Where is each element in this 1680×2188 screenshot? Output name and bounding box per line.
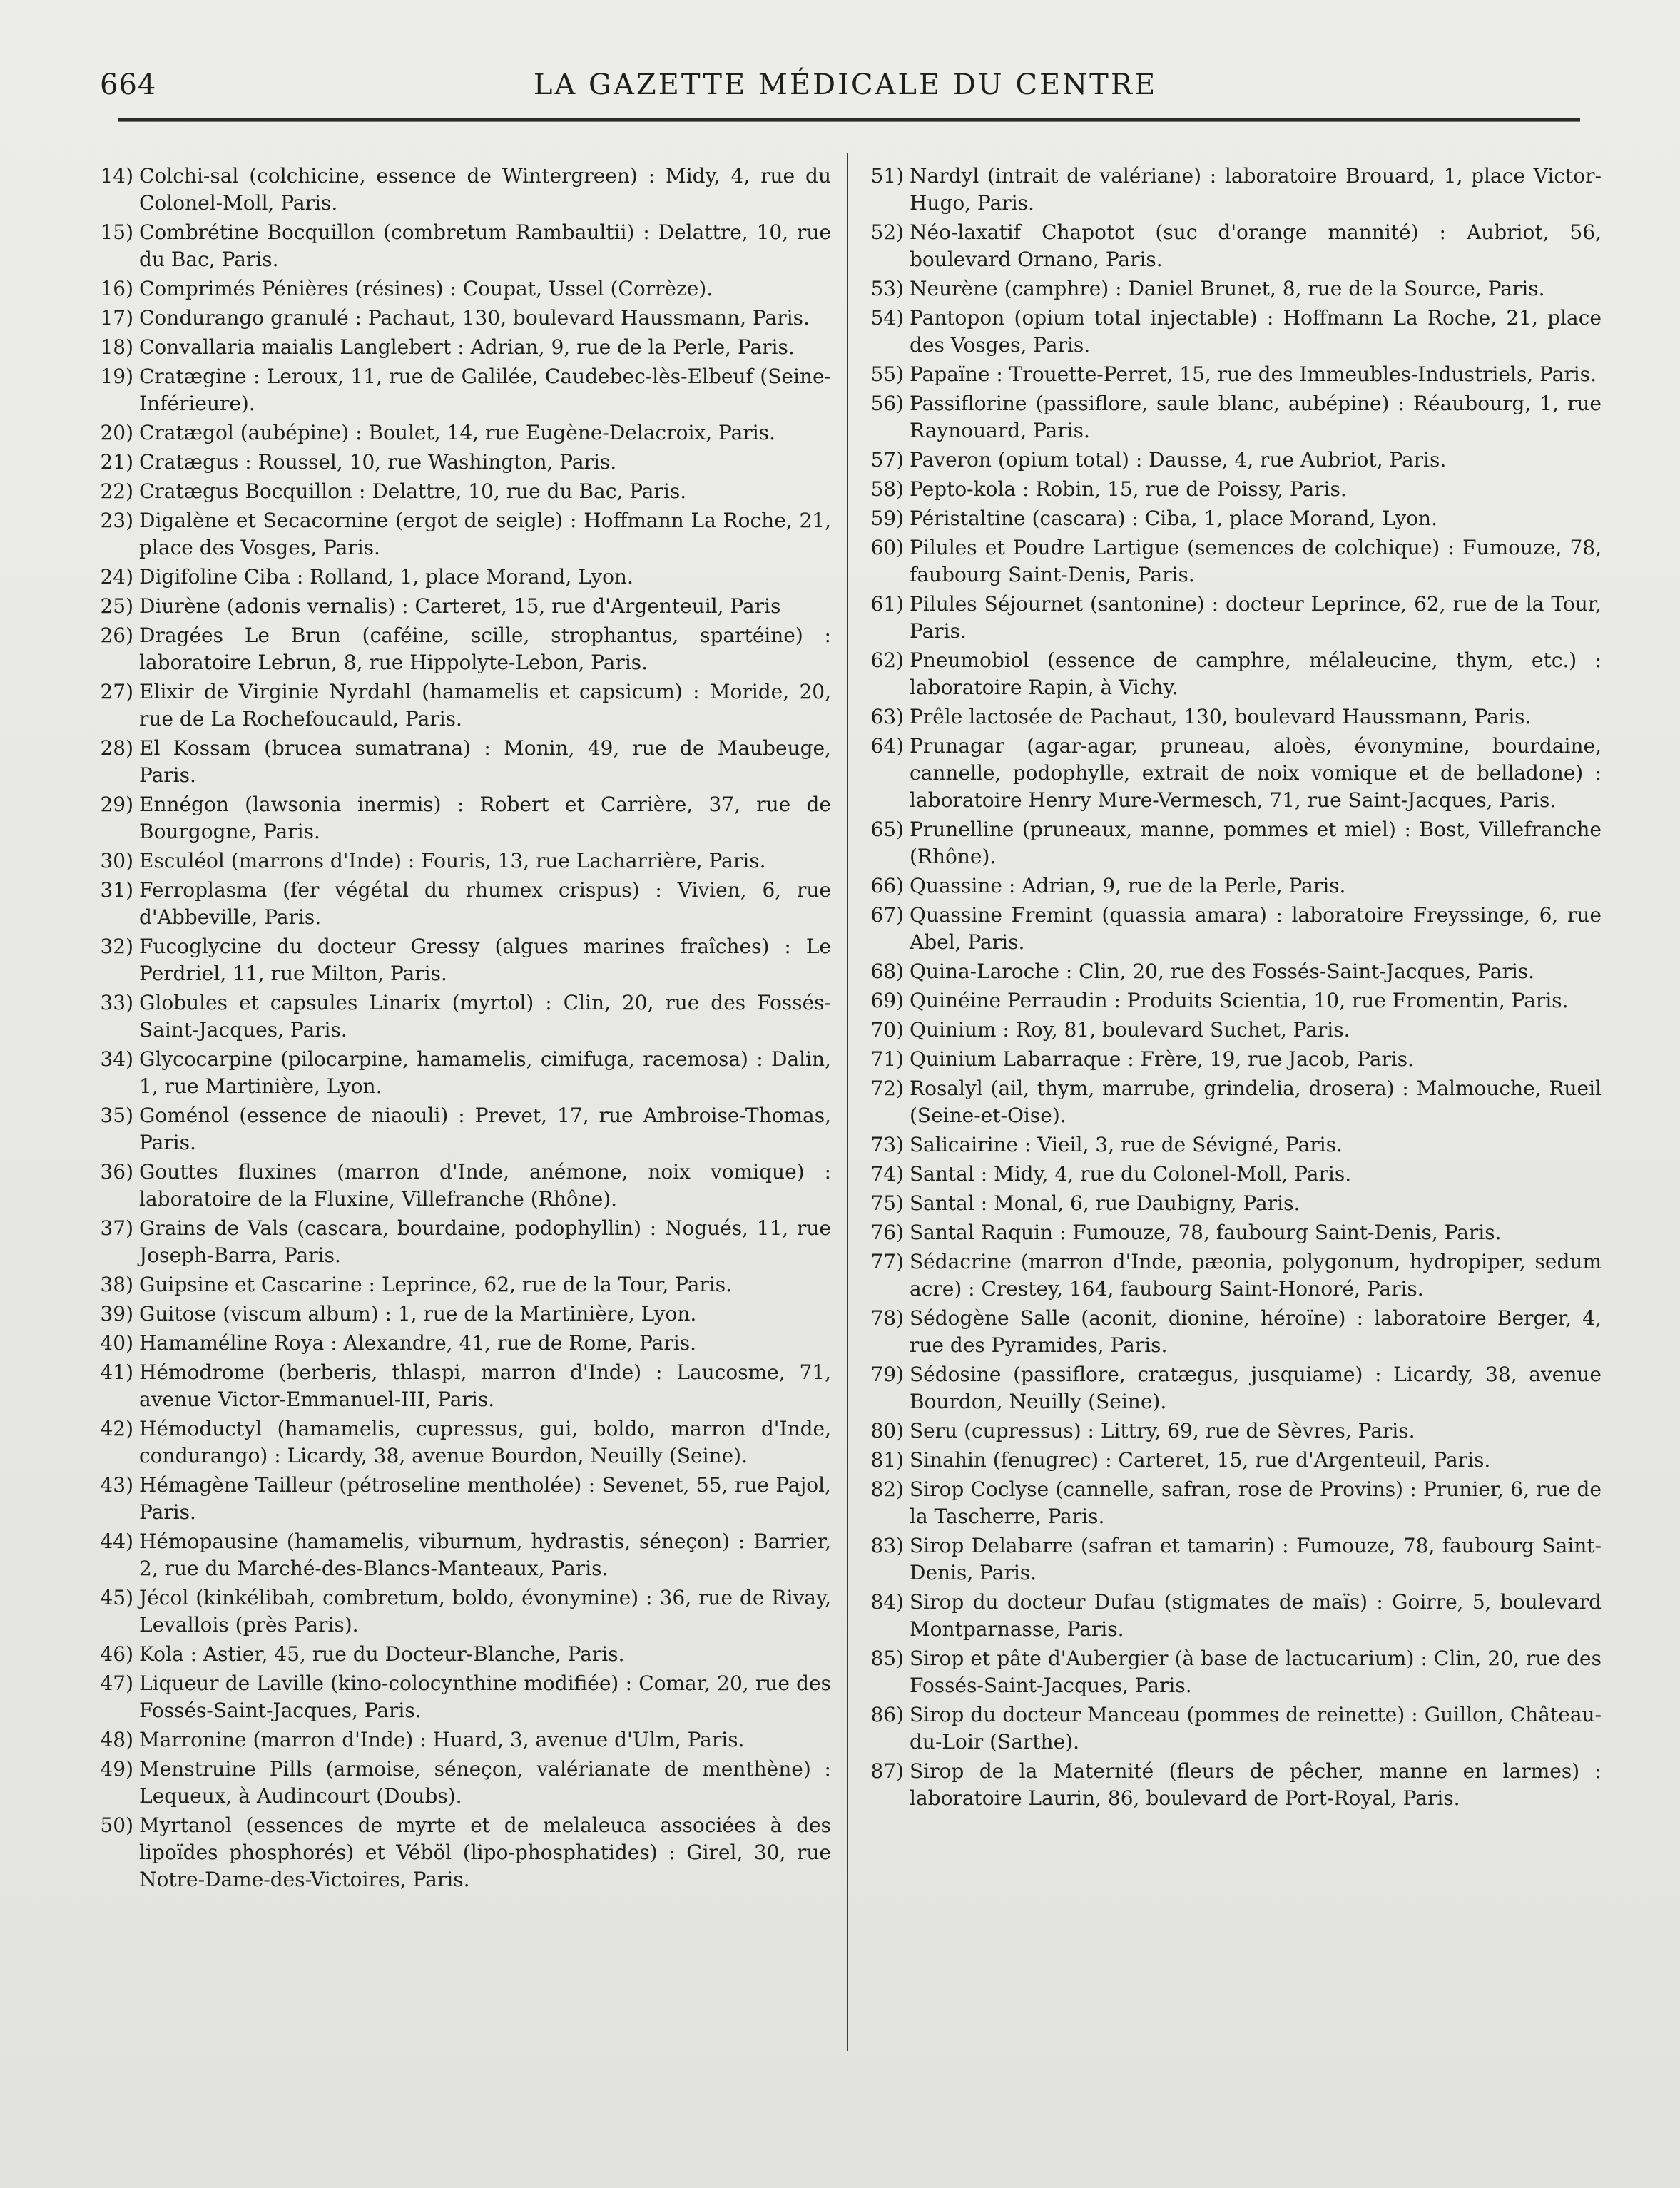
item-number: 82)	[870, 1477, 904, 1501]
item-text: Goménol (essence de niaouli) : Prevet, 17, rue Ambroise-Thomas, Paris.	[139, 1104, 831, 1154]
list-item	[867, 1305, 1602, 1359]
item-number: 21)	[100, 450, 133, 474]
item-text: Marronine (marron d'Inde) : Huard, 3, avenue d'Ulm, Paris.	[139, 1728, 745, 1751]
item-text: Seru (cupressus) : Littry, 69, rue de Sèvres, Paris.	[910, 1419, 1415, 1442]
list-item	[96, 1641, 831, 1668]
list-item	[867, 390, 1602, 444]
list-item	[96, 1046, 831, 1100]
item-text: Guipsine et Cascarine : Leprince, 62, rue de la Tour, Paris.	[139, 1273, 733, 1296]
item-text: Sirop Coclyse (cannelle, safran, rose de Provins) : Prunier, 6, rue de la Tascherre, Paris.	[910, 1477, 1602, 1528]
item-text: Jécol (kinkélibah, combretum, boldo, évonymine) : 36, rue de Rivay, Levallois (près Paris).	[139, 1586, 831, 1637]
item-number: 61)	[870, 592, 904, 616]
item-text: Comprimés Pénières (résines) : Coupat, Ussel (Corrèze).	[139, 277, 713, 300]
item-text: Sinahin (fenugrec) : Carteret, 15, rue d'Argenteuil, Paris.	[910, 1448, 1491, 1472]
list-item	[867, 1248, 1602, 1303]
item-number: 40)	[100, 1331, 133, 1355]
item-text: Myrtanol (essences de myrte et de melaleuca associées à des lipoïdes phosphorés) et Véböl (lipo-phosphatides) : Girel, 30, rue Notre-Dame-des-Victoires, Paris.	[139, 1813, 831, 1891]
item-number: 72)	[870, 1077, 904, 1100]
item-number: 29)	[100, 793, 133, 816]
item-text: Papaïne : Trouette-Perret, 15, rue des Immeubles-Industriels, Paris.	[910, 362, 1597, 386]
item-number: 66)	[870, 874, 904, 897]
item-text: Sirop du docteur Dufau (stigmates de maïs) : Goirre, 5, boulevard Montparnasse, Paris.	[910, 1590, 1602, 1641]
item-number: 78)	[870, 1306, 904, 1330]
item-number: 48)	[100, 1728, 133, 1751]
item-number: 36)	[100, 1160, 133, 1184]
item-text: Passiflorine (passiflore, saule blanc, aubépine) : Réaubourg, 1, rue Raynouard, Paris.	[910, 392, 1602, 442]
item-number: 75)	[870, 1191, 904, 1215]
item-number: 54)	[870, 306, 904, 330]
item-number: 56)	[870, 392, 904, 415]
list-item	[96, 791, 831, 845]
list-item	[867, 447, 1602, 474]
item-text: Pantopon (opium total injectable) : Hoffmann La Roche, 21, place des Vosges, Paris.	[910, 306, 1602, 357]
item-number: 55)	[870, 362, 904, 386]
list-item	[96, 275, 831, 302]
item-text: Quassine : Adrian, 9, rue de la Perle, Paris.	[910, 874, 1346, 897]
list-item	[96, 1330, 831, 1357]
item-text: Péristaltine (cascara) : Ciba, 1, place Morand, Lyon.	[910, 507, 1437, 530]
item-text: Guitose (viscum album) : 1, rue de la Martinière, Lyon.	[139, 1302, 697, 1325]
item-text: Condurango granulé : Pachaut, 130, boulevard Haussmann, Paris.	[139, 306, 810, 330]
item-text: Cratægol (aubépine) : Boulet, 14, rue Eugène-Delacroix, Paris.	[139, 421, 775, 444]
item-text: Néo-laxatif Chapotot (suc d'orange mannité) : Aubriot, 56, boulevard Ornano, Paris.	[910, 220, 1602, 271]
item-number: 15)	[100, 220, 133, 244]
item-number: 17)	[100, 306, 133, 330]
list-item	[867, 987, 1602, 1014]
item-number: 69)	[870, 989, 904, 1012]
item-text: Salicairine : Vieil, 3, rue de Sévigné, Paris.	[910, 1133, 1343, 1156]
list-item	[96, 1215, 831, 1269]
list-item	[867, 275, 1602, 302]
item-number: 28)	[100, 736, 133, 760]
item-number: 31)	[100, 878, 133, 902]
list-item	[96, 735, 831, 789]
item-text: Diurène (adonis vernalis) : Carteret, 15, rue d'Argenteuil, Paris	[139, 594, 781, 618]
list-item	[96, 1359, 831, 1413]
item-number: 24)	[100, 565, 133, 589]
item-number: 43)	[100, 1473, 133, 1497]
item-text: Digalène et Secacornine (ergot de seigle) : Hoffmann La Roche, 21, place des Vosges, Paris.	[139, 509, 831, 559]
item-text: Quassine Fremint (quassia amara) : laboratoire Freyssinge, 6, rue Abel, Paris.	[910, 903, 1602, 954]
item-text: Quinéine Perraudin : Produits Scientia, 10, rue Fromentin, Paris.	[910, 989, 1569, 1012]
list-item	[96, 877, 831, 931]
item-text: Pilules et Poudre Lartigue (semences de colchique) : Fumouze, 78, faubourg Saint-Denis, Paris.	[910, 536, 1602, 586]
list-item	[867, 163, 1602, 217]
list-item	[96, 564, 831, 591]
item-number: 65)	[870, 818, 904, 841]
list-item	[96, 1271, 831, 1298]
item-text: Ferroplasma (fer végétal du rhumex crispus) : Vivien, 6, rue d'Abbeville, Paris.	[139, 878, 831, 929]
list-item	[867, 1161, 1602, 1188]
list-item	[867, 219, 1602, 273]
list-item	[867, 1190, 1602, 1217]
item-text: Colchi-sal (colchicine, essence de Wintergreen) : Midy, 4, rue du Colonel-Moll, Paris.	[139, 164, 831, 215]
item-number: 68)	[870, 960, 904, 983]
list-item	[96, 1812, 831, 1893]
item-number: 62)	[870, 648, 904, 672]
list-item	[96, 163, 831, 217]
item-number: 74)	[870, 1162, 904, 1186]
list-item	[96, 363, 831, 417]
item-number: 45)	[100, 1586, 133, 1609]
left-column	[96, 163, 831, 1896]
item-number: 41)	[100, 1360, 133, 1384]
item-text: Liqueur de Laville (kino-colocynthine modifiée) : Comar, 20, rue des Fossés-Saint-Jacques, Paris.	[139, 1671, 831, 1722]
item-text: Sirop de la Maternité (fleurs de pêcher, manne en larmes) : laboratoire Laurin, 86, boulevard de Port-Royal, Paris.	[910, 1759, 1602, 1810]
item-number: 71)	[870, 1047, 904, 1071]
item-text: Pneumobiol (essence de camphre, mélaleucine, thym, etc.) : laboratoire Rapin, à Vichy.	[910, 648, 1602, 699]
item-number: 38)	[100, 1273, 133, 1296]
header-rule	[118, 118, 1580, 122]
item-text: Esculéol (marrons d'Inde) : Fouris, 13, rue Lacharrière, Paris.	[139, 849, 766, 872]
item-number: 57)	[870, 448, 904, 472]
list-item	[867, 534, 1602, 589]
item-number: 67)	[870, 903, 904, 927]
item-text: Sédogène Salle (aconit, dionine, héroïne) : laboratoire Berger, 4, rue des Pyramides, Paris.	[910, 1306, 1602, 1357]
list-item	[867, 1418, 1602, 1445]
item-text: Hémopausine (hamamelis, viburnum, hydrastis, séneçon) : Barrier, 2, rue du Marché-des-Blancs-Manteaux, Paris.	[139, 1530, 831, 1580]
item-text: Prunelline (pruneaux, manne, pommes et miel) : Bost, Villefranche (Rhône).	[910, 818, 1602, 868]
list-item	[867, 1447, 1602, 1474]
list-item	[96, 507, 831, 561]
list-item	[867, 505, 1602, 532]
item-number: 86)	[870, 1703, 904, 1726]
list-item	[867, 361, 1602, 388]
list-item	[867, 1075, 1602, 1129]
list-item	[867, 1046, 1602, 1073]
list-item	[867, 1219, 1602, 1246]
item-text: Hémagène Tailleur (pétroseline mentholée) : Sevenet, 55, rue Pajol, Paris.	[139, 1473, 831, 1524]
list-item	[96, 622, 831, 676]
item-text: Kola : Astier, 45, rue du Docteur-Blanche, Paris.	[139, 1642, 625, 1666]
item-text: Hémoductyl (hamamelis, cupressus, gui, boldo, marron d'Inde, condurango) : Licardy, 38, avenue Bourdon, Neuilly (Seine).	[139, 1417, 831, 1467]
item-number: 77)	[870, 1250, 904, 1273]
list-item	[867, 1701, 1602, 1756]
list-item	[96, 933, 831, 987]
item-number: 18)	[100, 335, 133, 359]
item-text: Grains de Vals (cascara, bourdaine, podophyllin) : Nogués, 11, rue Joseph-Barra, Paris.	[139, 1216, 831, 1267]
item-number: 81)	[870, 1448, 904, 1472]
item-number: 23)	[100, 509, 133, 532]
list-item	[96, 1301, 831, 1328]
list-item	[96, 1726, 831, 1754]
list-item	[96, 305, 831, 332]
item-text: Santal Raquin : Fumouze, 78, faubourg Saint-Denis, Paris.	[910, 1221, 1502, 1244]
item-text: Quinium : Roy, 81, boulevard Suchet, Paris.	[910, 1018, 1350, 1042]
item-number: 80)	[870, 1419, 904, 1442]
item-number: 60)	[870, 536, 904, 559]
item-number: 39)	[100, 1302, 133, 1325]
page-header	[100, 63, 1591, 106]
item-number: 59)	[870, 507, 904, 530]
item-number: 76)	[870, 1221, 904, 1244]
list-item	[96, 989, 831, 1044]
item-text: Cratægus : Roussel, 10, rue Washington, Paris.	[139, 450, 617, 474]
list-item	[867, 591, 1602, 645]
item-number: 33)	[100, 991, 133, 1014]
item-text: Rosalyl (ail, thym, marrube, grindelia, drosera) : Malmouche, Rueil (Seine-et-Oise).	[910, 1077, 1602, 1127]
list-item	[867, 1645, 1602, 1699]
item-number: 84)	[870, 1590, 904, 1614]
journal-title: LA GAZETTE MÉDICALE DU CENTRE	[533, 68, 1158, 101]
item-text: Sirop du docteur Manceau (pommes de reinette) : Guillon, Château-du-Loir (Sarthe).	[910, 1703, 1602, 1754]
item-number: 64)	[870, 734, 904, 758]
item-text: Combrétine Bocquillon (combretum Rambaultii) : Delattre, 10, rue du Bac, Paris.	[139, 220, 831, 271]
item-number: 52)	[870, 220, 904, 244]
item-number: 46)	[100, 1642, 133, 1666]
item-number: 20)	[100, 421, 133, 444]
item-number: 26)	[100, 624, 133, 647]
list-item	[867, 1361, 1602, 1415]
item-number: 42)	[100, 1417, 133, 1440]
page-number: 664	[100, 68, 157, 101]
item-text: Sirop Delabarre (safran et tamarin) : Fumouze, 78, faubourg Saint-Denis, Paris.	[910, 1534, 1602, 1584]
item-number: 16)	[100, 277, 133, 300]
right-column	[867, 163, 1602, 1814]
item-text: El Kossam (brucea sumatrana) : Monin, 49, rue de Maubeuge, Paris.	[139, 736, 831, 787]
item-text: Prêle lactosée de Pachaut, 130, boulevard Haussmann, Paris.	[910, 705, 1532, 728]
list-item	[96, 1102, 831, 1156]
list-item	[96, 478, 831, 505]
item-number: 51)	[870, 164, 904, 188]
list-item	[96, 1670, 831, 1724]
list-item	[867, 958, 1602, 985]
list-item	[867, 476, 1602, 503]
list-item	[96, 1584, 831, 1639]
item-number: 44)	[100, 1530, 133, 1553]
list-item	[867, 703, 1602, 731]
item-number: 87)	[870, 1759, 904, 1783]
item-text: Hémodrome (berberis, thlaspi, marron d'Inde) : Laucosme, 71, avenue Victor-Emmanuel-III, Paris.	[139, 1360, 831, 1411]
list-item	[867, 902, 1602, 956]
list-item	[867, 647, 1602, 701]
item-number: 35)	[100, 1104, 133, 1127]
list-item	[867, 1131, 1602, 1159]
item-text: Neurène (camphre) : Daniel Brunet, 8, rue de la Source, Paris.	[910, 277, 1545, 300]
item-number: 85)	[870, 1647, 904, 1670]
item-text: Convallaria maialis Langlebert : Adrian, 9, rue de la Perle, Paris.	[139, 335, 795, 359]
list-item	[96, 449, 831, 476]
list-item	[867, 1589, 1602, 1643]
item-text: Fucoglycine du docteur Gressy (algues marines fraîches) : Le Perdriel, 11, rue Milton, Paris.	[139, 935, 831, 985]
item-text: Cratægus Bocquillon : Delattre, 10, rue du Bac, Paris.	[139, 479, 687, 503]
item-text: Menstruine Pills (armoise, séneçon, valérianate de menthène) : Lequeux, à Audincourt (Doubs).	[139, 1757, 831, 1808]
item-number: 27)	[100, 680, 133, 703]
item-text: Santal : Monal, 6, rue Daubigny, Paris.	[910, 1191, 1300, 1215]
item-text: Pilules Séjournet (santonine) : docteur Leprince, 62, rue de la Tour, Paris.	[910, 592, 1602, 643]
item-text: Ennégon (lawsonia inermis) : Robert et Carrière, 37, rue de Bourgogne, Paris.	[139, 793, 831, 843]
list-item	[96, 419, 831, 447]
list-item	[867, 816, 1602, 870]
item-number: 25)	[100, 594, 133, 618]
item-text: Pepto-kola : Robin, 15, rue de Poissy, Paris.	[910, 477, 1347, 501]
list-item	[867, 1532, 1602, 1587]
list-item	[96, 334, 831, 361]
item-text: Globules et capsules Linarix (myrtol) : Clin, 20, rue des Fossés-Saint-Jacques, Paris.	[139, 991, 831, 1042]
list-item	[96, 219, 831, 273]
item-text: Paveron (opium total) : Dausse, 4, rue Aubriot, Paris.	[910, 448, 1447, 472]
list-item	[867, 733, 1602, 814]
list-item	[867, 1758, 1602, 1812]
list-item	[96, 593, 831, 620]
item-number: 37)	[100, 1216, 133, 1240]
list-item	[867, 1017, 1602, 1044]
item-text: Hamaméline Roya : Alexandre, 41, rue de Rome, Paris.	[139, 1331, 696, 1355]
item-number: 79)	[870, 1363, 904, 1386]
item-text: Nardyl (intrait de valériane) : laboratoire Brouard, 1, place Victor-Hugo, Paris.	[910, 164, 1602, 215]
item-number: 22)	[100, 479, 133, 503]
item-number: 34)	[100, 1047, 133, 1071]
list-item	[96, 1159, 831, 1213]
list-item	[96, 848, 831, 875]
item-text: Prunagar (agar-agar, pruneau, aloès, évonymine, bourdaine, cannelle, podophylle, extrait de noix vomique et de belladone) : laboratoire Henry Mure-Vermesch, 71, rue Saint-Jacques, Paris.	[910, 734, 1602, 812]
item-text: Quinium Labarraque : Frère, 19, rue Jacob, Paris.	[910, 1047, 1415, 1071]
list-item	[867, 872, 1602, 900]
column-divider	[847, 153, 848, 2051]
item-text: Glycocarpine (pilocarpine, hamamelis, cimifuga, racemosa) : Dalin, 1, rue Martinière, Lyon.	[139, 1047, 831, 1098]
item-number: 19)	[100, 365, 133, 388]
item-number: 14)	[100, 164, 133, 188]
list-item	[96, 1415, 831, 1470]
item-number: 47)	[100, 1671, 133, 1695]
item-number: 53)	[870, 277, 904, 300]
item-number: 63)	[870, 705, 904, 728]
item-number: 73)	[870, 1133, 904, 1156]
item-text: Sédacrine (marron d'Inde, pæonia, polygonum, hydropiper, sedum acre) : Crestey, 164, faubourg Saint-Honoré, Paris.	[910, 1250, 1602, 1301]
item-text: Sédosine (passiflore, cratægus, jusquiame) : Licardy, 38, avenue Bourdon, Neuilly (Seine).	[910, 1363, 1602, 1413]
item-text: Sirop et pâte d'Aubergier (à base de lactucarium) : Clin, 20, rue des Fossés-Saint-Jacques, Paris.	[910, 1647, 1602, 1697]
item-text: Gouttes fluxines (marron d'Inde, anémone, noix vomique) : laboratoire de la Fluxine, Villefranche (Rhône).	[139, 1160, 831, 1211]
list-item	[96, 1756, 831, 1810]
item-text: Cratægine : Leroux, 11, rue de Galilée, Caudebec-lès-Elbeuf (Seine-Inférieure).	[139, 365, 831, 415]
item-number: 58)	[870, 477, 904, 501]
item-text: Digifoline Ciba : Rolland, 1, place Morand, Lyon.	[139, 565, 633, 589]
item-number: 49)	[100, 1757, 133, 1781]
list-item	[96, 1528, 831, 1582]
list-item	[867, 305, 1602, 359]
item-number: 32)	[100, 935, 133, 958]
item-text: Quina-Laroche : Clin, 20, rue des Fossés-Saint-Jacques, Paris.	[910, 960, 1535, 983]
item-number: 50)	[100, 1813, 133, 1837]
item-text: Elixir de Virginie Nyrdahl (hamamelis et capsicum) : Moride, 20, rue de La Rochefoucauld, Paris.	[139, 680, 831, 731]
item-number: 30)	[100, 849, 133, 872]
item-number: 70)	[870, 1018, 904, 1042]
item-text: Santal : Midy, 4, rue du Colonel-Moll, Paris.	[910, 1162, 1352, 1186]
item-number: 83)	[870, 1534, 904, 1557]
list-item	[96, 1472, 831, 1526]
list-item	[96, 678, 831, 733]
item-text: Dragées Le Brun (caféine, scille, strophantus, spartéine) : laboratoire Lebrun, 8, rue Hippolyte-Lebon, Paris.	[139, 624, 831, 674]
list-item	[867, 1476, 1602, 1530]
